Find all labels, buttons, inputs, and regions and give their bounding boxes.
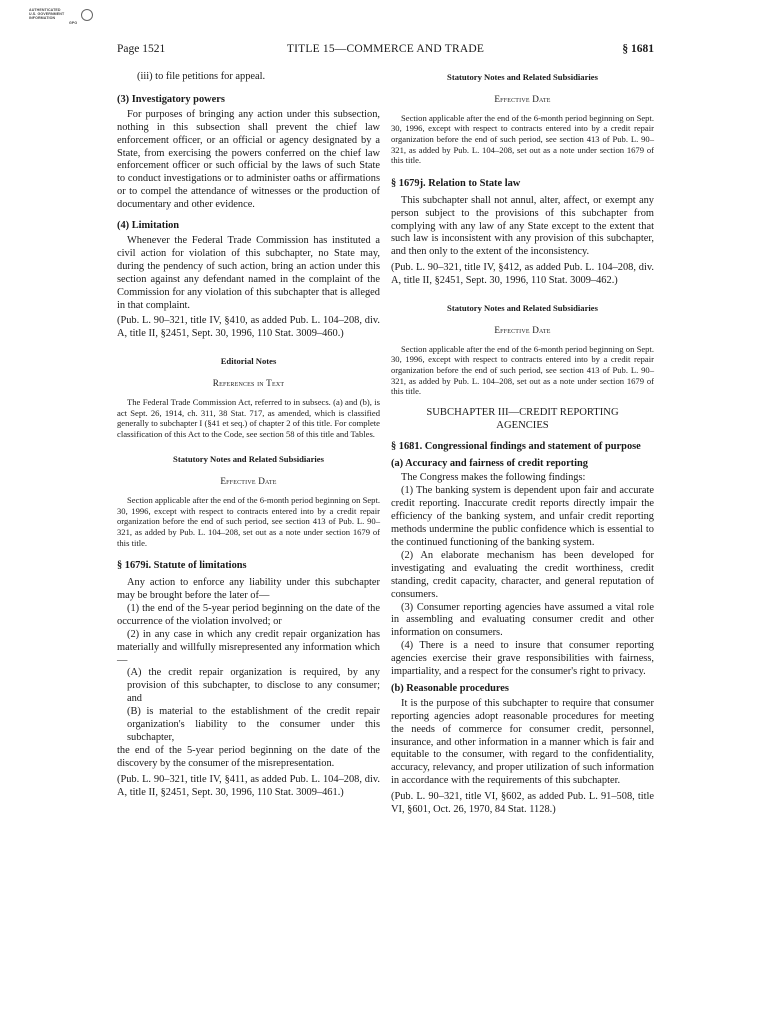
paragraph: (1) The banking system is dependent upon fair and accurate credit reporting. Inaccurate credit reports directly impair the efficiency of the banking system, and unfair credit reporting methods undermine the public confidence which is essential to the continued functioning of the banking system. [391,485,654,548]
subsection-heading: (a) Accuracy and fairness of credit reporting [391,457,589,469]
subsection-heading: (b) Reasonable procedures [391,682,509,694]
page-header [117,43,654,59]
citation: (Pub. L. 90–321, title IV, §412, as added Pub. L. 104–208, div. A, title II, §2451, Sept. 30, 1996, 110 Stat. 3009–462.) [391,262,654,287]
paragraph: (iii) to file petitions for appeal. [137,71,266,82]
logo-line: AUTHENTICATED [29,8,61,12]
notes-heading: Editorial Notes [220,356,277,367]
paragraph: (1) the end of the 5-year period beginning on the date of the occurrence of the violation involved; or [117,602,380,627]
notes-heading: Statutory Notes and Related Subsidiaries [447,72,598,82]
subsection-heading: (3) Investigatory powers [117,93,225,105]
paragraph: (2) An elaborate mechanism has been developed for investigating and evaluating the credit worthiness, credit standing, credit capacity, character, and general reputation of consumers. [391,549,654,600]
notes-heading: Statutory Notes and Related Subsidiaries [173,454,324,465]
note-title: Effective Date [494,93,551,104]
note-text: Section applicable after the end of the 6-month period beginning on Sept. 30, 1996, except with respect to contracts entered into by a credit repair organization before the end of such period, see section 413 of Pub. L. 90–321, as added by Pub. L. 104–208, set out as a note under section 1679 of this title. [391,343,654,397]
section-heading: § 1679i. Statute of limitations [117,560,247,572]
note-text: Section applicable after the end of the 6-month period beginning on Sept. 30, 1996, except with respect to contracts entered into by a credit repair organization before the end of such period, see section 413 of Pub. L. 90–321, as added by Pub. L. 104–208, set out as a note under section 1679 of this title. [117,495,380,548]
paragraph: It is the purpose of this subchapter to require that consumer reporting agencies adopt reasonable procedures for meeting the needs of commerce for consumer credit, personnel, insurance, and other information in a manner which is fair and equitable to the consumer, with regard to the confidentiality, accuracy, relevancy, and proper utilization of such information in accordance with the requirements of this subchapter. [391,697,654,787]
seal-icon [81,9,93,21]
note-text: Section applicable after the end of the 6-month period beginning on Sept. 30, 1996, except with respect to contracts entered into by a credit repair organization before the end of such period, see section 413 of Pub. L. 90–321, as added by Pub. L. 104–208, set out as a note under section 1679 of this title. [391,112,654,166]
notes-heading: Statutory Notes and Related Subsidiaries [447,303,598,314]
logo-line: GPO [69,20,78,25]
note-title: Effective Date [494,324,551,335]
page-number: Page 1521 [117,43,166,55]
citation: (Pub. L. 90–321, title IV, §411, as added Pub. L. 104–208, div. A, title II, §2451, Sept. 30, 1996, 110 Stat. 3009–461.) [117,773,380,798]
paragraph: This subchapter shall not annul, alter, affect, or exempt any person subject to the provisions of this subchapter from complying with any law of any State except to the extent that such law is inconsistent with any provision of this subchapter, and then only to the extent of the inconsistency. [391,194,654,258]
logo-line: INFORMATION [29,16,56,21]
paragraph: (B) is material to the establishment of the credit repair organization's liability to the consumer under this subchapter, [127,706,380,743]
paragraph: Any action to enforce any liability under this subchapter may be brought before the later of— [117,577,380,601]
paragraph: Whenever the Federal Trade Commission has instituted a civil action for violation of this subchapter, no State may, during the pendency of such action, bring an action under this section against any defendant named in the complaint of the Commission for any violation of this subchapter that is alleged in that complaint. [117,234,380,311]
logo-line: U.S. GOVERNMENT [29,12,65,17]
running-title: TITLE 15—COMMERCE AND TRADE [286,43,485,55]
note-text: The Federal Trade Commission Act, referred to in subsecs. (a) and (b), is act Sept. 26, 1914, ch. 311, 38 Stat. 717, as amended, which is classified generally to subchapter I (§41 et seq.) of chapter 2 of this title. For complete classification of this Act to the Code, see section 58 of this title and Tables. [117,397,380,439]
citation: (Pub. L. 90–321, title IV, §410, as added Pub. L. 104–208, div. A, title II, §2451, Sept. 30, 1996, 110 Stat. 3009–460.) [117,315,380,340]
gpo-authentication-logo [29,8,87,28]
note-title: References in Text [212,378,285,389]
citation: (Pub. L. 90–321, title VI, §602, as added Pub. L. 91–508, title VI, §601, Oct. 26, 1970, 84 Stat. 1128.) [391,791,654,816]
note-title: Effective Date [220,476,277,487]
paragraph: (A) the credit repair organization is required, by any provision of this subchapter, to disclose to any consumer; and [127,667,380,705]
right-column [391,71,654,817]
section-heading: § 1681. Congressional findings and statement of purpose [391,440,641,452]
left-column [117,71,380,800]
subsection-heading: (4) Limitation [117,220,180,232]
paragraph: (2) in any case in which any credit repair organization has materially and willfully misrepresented any information which— [117,628,380,666]
paragraph: the end of the 5-year period beginning on the date of the discovery by the consumer of the misrepresentation. [117,744,380,769]
paragraph: For purposes of bringing any action under this subsection, nothing in this subsection shall prevent the chief law enforcement officer, or an official or agency designated by a State, from exercising the powers conferred on the chief law enforcement officer or such official by the laws of such State to conduct investigations or to administer oaths or affirmations or to compel the attendance of witnesses or the production of documentary and other evidence. [117,108,380,211]
paragraph: The Congress makes the following findings: [401,472,586,484]
section-heading: § 1679j. Relation to State law [391,177,521,189]
subchapter-heading: SUBCHAPTER III—CREDIT REPORTING AGENCIES [426,406,619,431]
running-section: § 1681 [622,43,654,55]
paragraph: (4) There is a need to insure that consumer reporting agencies exercise their grave responsibilities with fairness, impartiality, and a respect for the consumer's right to privacy. [391,640,654,678]
paragraph: (3) Consumer reporting agencies have assumed a vital role in assembling and evaluating consumer credit and other information on consumers. [391,601,654,639]
